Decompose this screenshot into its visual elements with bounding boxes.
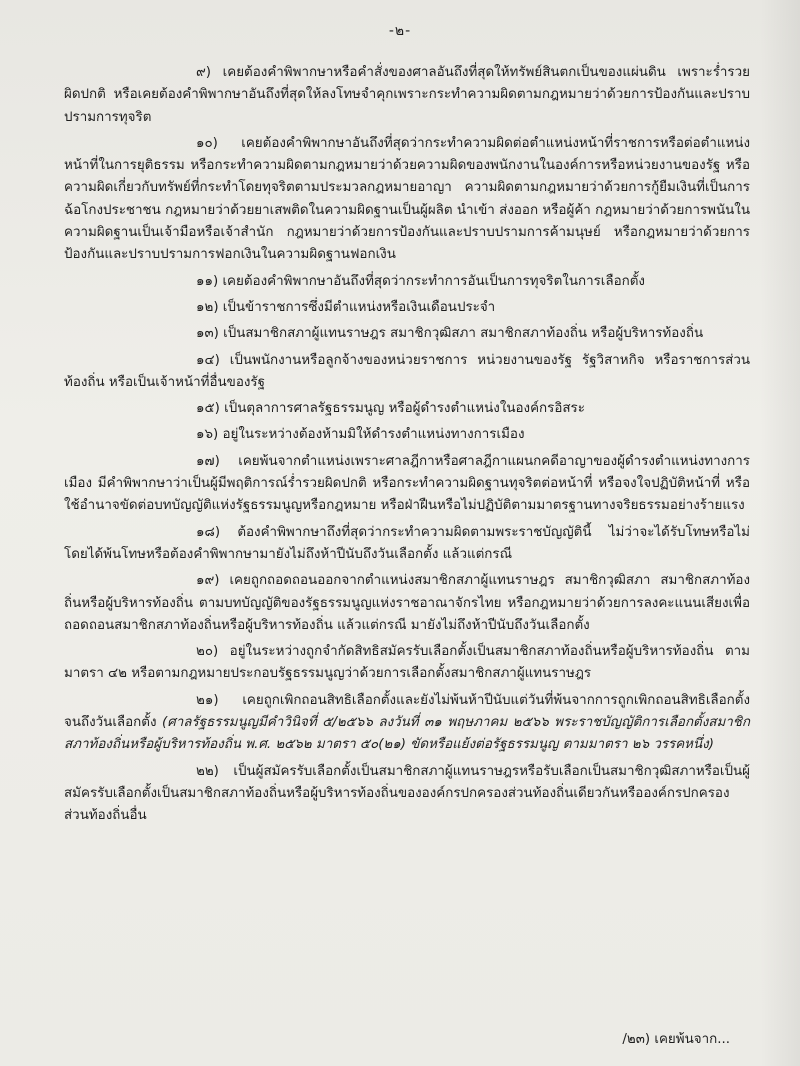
- list-item-9: ๙) เคยต้องคำพิพากษาหรือคำสั่งของศาลอันถึงที่สุดให้ทรัพย์สินตกเป็นของแผ่นดิน เพราะร่ำรวยผิดปกติ หรือเคยต้องคำพิพากษาอันถึงที่สุดให้ลงโทษจำคุกเพราะกระทำความผิดตามกฎหมายว่าด้วยการป้องกันและปราบปรามการทุจริต: [64, 65, 750, 125]
- list-item-13: ๑๓) เป็นสมาชิกสภาผู้แทนราษฎร สมาชิกวุฒิสภา สมาชิกสภาท้องถิ่น หรือผู้บริหารท้องถิ่น: [196, 326, 704, 342]
- list-item-17: ๑๗) เคยพ้นจากตำแหน่งเพราะศาลฎีกาหรือศาลฎีกาแผนกคดีอาญาของผู้ดำรงตำแหน่งทางการเมือง มีคำพิพากษาว่าเป็นผู้มีพฤติการณ์ร่ำรวยผิดปกติ หรือกระทำความผิดฐานทุจริตต่อหน้าที่ หรือจงใจปฏิบัติหน้าที่ หรือใช้อำนาจขัดต่อบทบัญญัติแห่งรัฐธรรมนูญหรือกฎหมาย หรือฝ่าฝืนหรือไม่ปฏิบัติตามมาตรฐานทางจริยธรรมอย่างร้ายแรง: [64, 453, 750, 514]
- list-item-12: ๑๒) เป็นข้าราชการซึ่งมีตำแหน่งหรือเงินเดือนประจำ: [196, 299, 496, 315]
- list-item-11: ๑๑) เคยต้องคำพิพากษาอันถึงที่สุดว่ากระทำการอันเป็นการทุจริตในการเลือกตั้ง: [196, 273, 645, 289]
- list-item-15: ๑๕) เป็นตุลาการศาลรัฐธรรมนูญ หรือผู้ดำรงตำแหน่งในองค์กรอิสระ: [196, 401, 585, 417]
- list-item-22: ๒๒) เป็นผู้สมัครรับเลือกตั้งเป็นสมาชิกสภาผู้แทนราษฎรหรือรับเลือกเป็นสมาชิกวุฒิสภาหรือเป็นผู้สมัครรับเลือกตั้งเป็นสมาชิกสภาท้องถิ่นหรือผู้บริหารท้องถิ่นขององค์กรปกครองส่วนท้องถิ่นเดียวกันหรือองค์กรปกครองส่วนท้องถิ่นอื่น: [64, 763, 750, 824]
- page-shadow: [760, 0, 800, 1066]
- list-item-21-text: ๒๑) เคยถูกเพิกถอนสิทธิเลือกตั้งและยังไม่พ้นห้าปีนับแต่วันที่พ้นจากการถูกเพิกถอนสิทธิเลือกตั้ง จนถึงวันเลือกตั้ง: [64, 692, 750, 731]
- list-item-19: ๑๙) เคยถูกถอดถอนออกจากตำแหน่งสมาชิกสภาผู้แทนราษฎร สมาชิกวุฒิสภา สมาชิกสภาท้องถิ่นหรือผู้บริหารท้องถิ่น ตามบทบัญญัติของรัฐธรรมนูญแห่งราชอาณาจักรไทย หรือกฎหมายว่าด้วยการลงคะแนนเสียงเพื่อถอดถอนสมาชิกสภาท้องถิ่นหรือผู้บริหารท้องถิ่น แล้วแต่กรณี มายังไม่ถึงห้าปีนับถึงวันเลือกตั้ง: [64, 573, 750, 633]
- document-body: [64, 62, 750, 828]
- page-number: -๒-: [388, 23, 412, 39]
- list-item-21: [64, 690, 750, 757]
- court-ruling-note: (ศาลรัฐธรรมนูญมีคำวินิจที่ ๕/๒๕๖๖ ลงวันที่ ๓๑ พฤษภาคม ๒๕๖๖ พระราชบัญญัติการเลือกตั้งสมาชิกสภาท้องถิ่นหรือผู้บริหารท้องถิ่น พ.ศ. ๒๕๖๒ มาตรา ๕๐(๒๑) ขัดหรือแย้งต่อรัฐธรรมนูญ ตามมาตรา ๒๖ วรรคหนึ่ง): [64, 715, 750, 753]
- list-item-16: ๑๖) อยู่ในระหว่างต้องห้ามมิให้ดำรงตำแหน่งทางการเมือง: [196, 427, 525, 443]
- list-item-20: ๒๐) อยู่ในระหว่างถูกจำกัดสิทธิสมัครรับเลือกตั้งเป็นสมาชิกสภาท้องถิ่นหรือผู้บริหารท้องถิ่น ตามมาตรา ๔๒ หรือตามกฎหมายประกอบรัฐธรรมนูญว่าด้วยการเลือกตั้งสมาชิกสภาผู้แทนราษฎร: [64, 644, 750, 682]
- list-item-14: ๑๔) เป็นพนักงานหรือลูกจ้างของหน่วยราชการ หน่วยงานของรัฐ รัฐวิสาหกิจ หรือราชการส่วนท้องถิ่น หรือเป็นเจ้าหน้าที่อื่นของรัฐ: [64, 352, 750, 390]
- continuation-marker: /๒๓) เคยพ้นจาก...: [622, 1032, 730, 1047]
- list-item-18: ๑๘) ต้องคำพิพากษาถึงที่สุดว่ากระทำความผิดตามพระราชบัญญัตินี้ ไม่ว่าจะได้รับโทษหรือไม่ โดยได้พ้นโทษหรือต้องคำพิพากษามายังไม่ถึงห้าปีนับถึงวันเลือกตั้ง แล้วแต่กรณี: [64, 524, 750, 562]
- list-item-10: ๑๐) เคยต้องคำพิพากษาอันถึงที่สุดว่ากระทำความผิดต่อตำแหน่งหน้าที่ราชการหรือต่อตำแหน่งหน้าที่ในการยุติธรรม หรือกระทำความผิดตามกฎหมายว่าด้วยความผิดของพนักงานในองค์การหรือหน่วยงานของรัฐ หรือความผิดเกี่ยวกับทรัพย์ที่กระทำโดยทุจริตตามประมวลกฎหมายอาญา ความผิดตามกฎหมายว่าด้วยการกู้ยืมเงินที่เป็นการฉ้อโกงประชาชน กฎหมายว่าด้วยยาเสพติดในความผิดฐานเป็นผู้ผลิต นำเข้า ส่งออก หรือผู้ค้า กฎหมายว่าด้วยการพนันในความผิดฐานเป็นเจ้ามือหรือเจ้าสำนัก กฎหมายว่าด้วยการป้องกันและปราบปรามการค้ามนุษย์ หรือกฎหมายว่าด้วยการป้องกันและปราบปรามการฟอกเงินในความผิดฐานฟอกเงิน: [64, 135, 750, 263]
